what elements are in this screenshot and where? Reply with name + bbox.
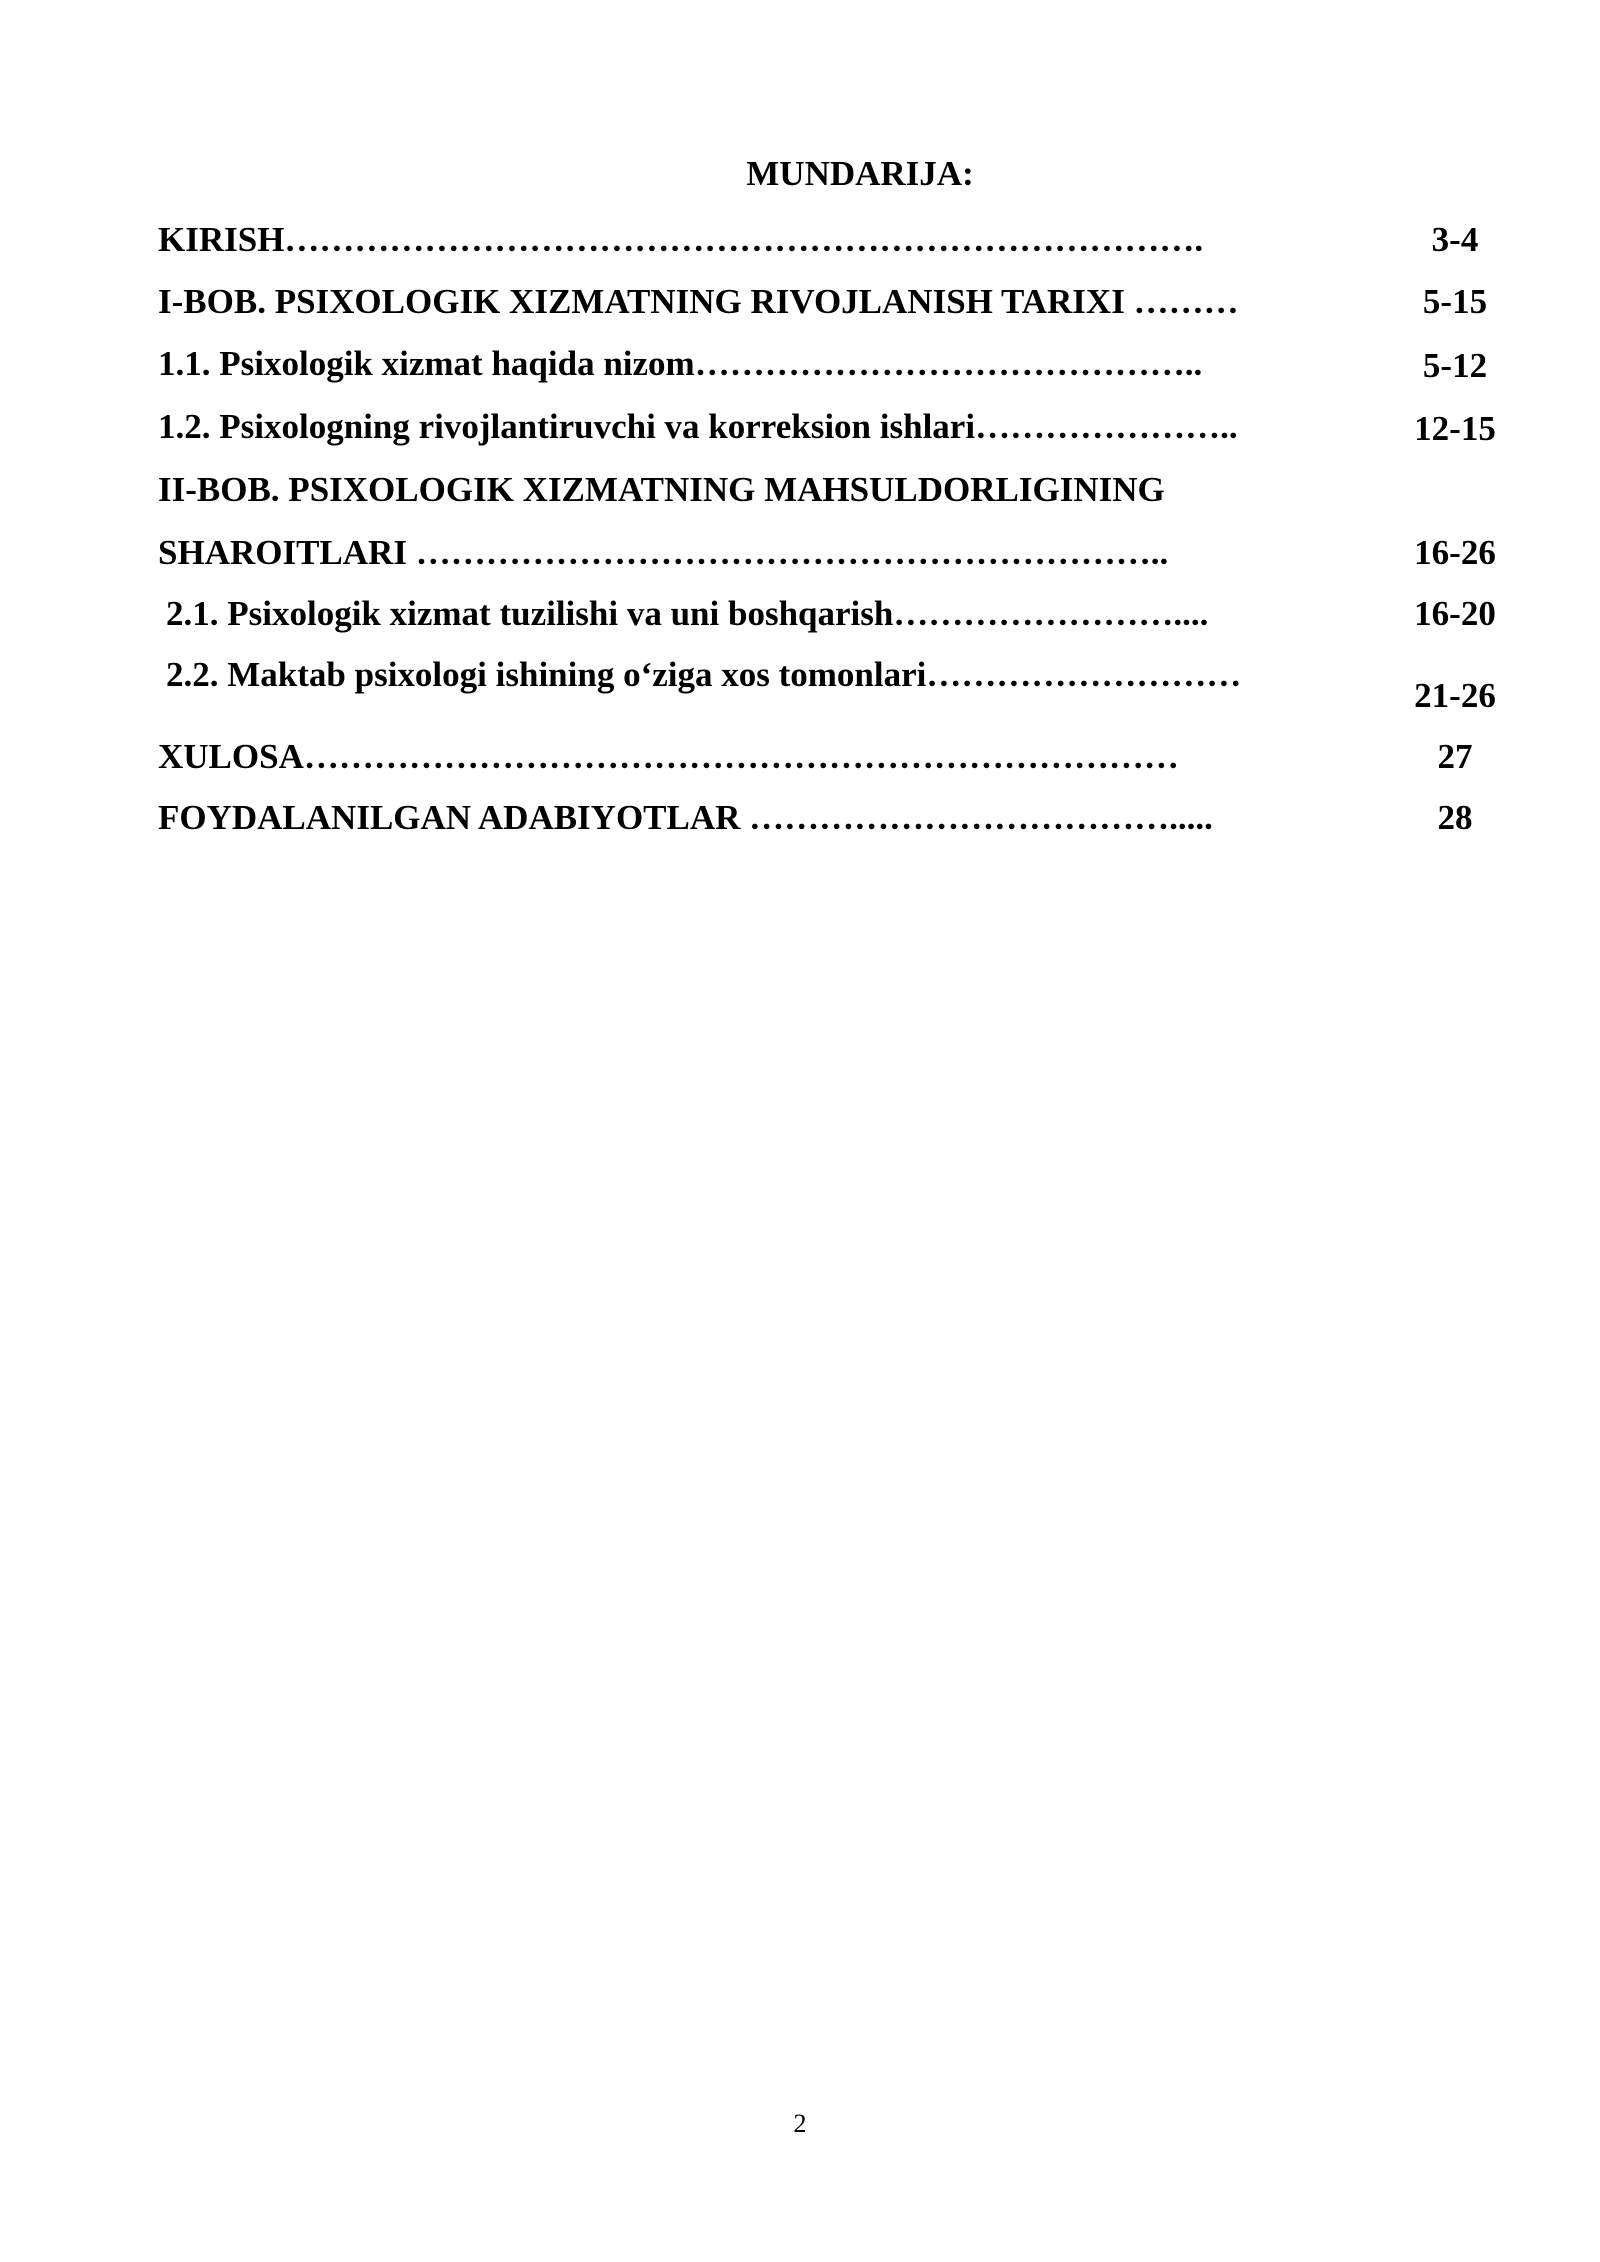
toc-title: MUNDARIJA: [746,154,974,193]
toc-page-adabiyotlar: 28 [1437,798,1473,837]
toc-page-kirish: 3-4 [1431,220,1479,259]
toc-page-section-1-2: 12-15 [1414,409,1496,448]
toc-page-chapter-1: 5-15 [1422,282,1488,321]
toc-page-section-2-1: 16-20 [1414,594,1496,633]
toc-entry-section-2-2: 2.2. Maktab psixologi ishining o‘ziga xos tomonlari……………………… [166,655,1242,694]
toc-entry-chapter-2: II-BOB. PSIXOLOGIK XIZMATNING MAHSULDORLIGINING [158,470,1165,509]
toc-entry-xulosa: XULOSA………………………………………………………………… [158,737,1179,776]
toc-entry-section-2-1: 2.1. Psixologik xizmat tuzilishi va uni boshqarish…………………….... [166,594,1209,633]
toc-entry-kirish: KIRISH……………………………………………………………………. [158,220,1204,259]
toc-entry-adabiyotlar: FOYDALANILGAN ADABIYOTLAR ………………………………..... [158,798,1213,837]
toc-page-section-1-1: 5-12 [1422,346,1488,385]
toc-page-section-2-2: 21-26 [1414,676,1496,715]
page-number: 2 [793,2109,807,2138]
toc-entry-chapter-2-cont: SHAROITLARI ……………………………………………………….. [158,533,1169,572]
toc-entry-chapter-1: I-BOB. PSIXOLOGIK XIZMATNING RIVOJLANISH TARIXI ……… [158,282,1239,321]
toc-page-xulosa: 27 [1437,737,1473,776]
toc-entry-section-1-1: 1.1. Psixologik xizmat haqida nizom…………………………………….. [158,344,1203,383]
toc-page-chapter-2: 16-26 [1414,533,1496,572]
toc-entry-section-1-2: 1.2. Psixologning rivojlantiruvchi va korreksion ishlari………………….. [158,407,1238,446]
